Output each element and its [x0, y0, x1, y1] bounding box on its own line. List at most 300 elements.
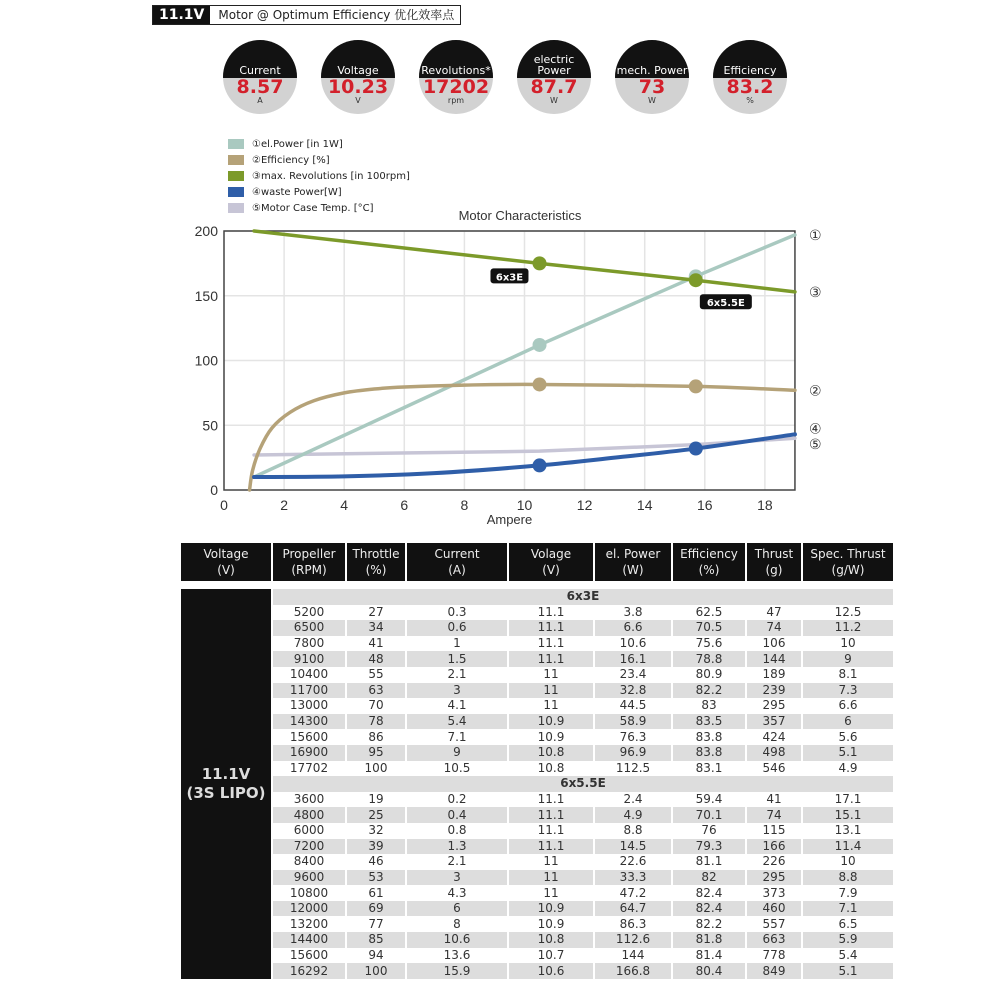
table-cell: 47.2 — [594, 885, 672, 901]
table-cell: 11 — [508, 885, 594, 901]
table-cell: 47 — [746, 605, 802, 621]
legend-item — [228, 168, 410, 184]
table-cell: 2.4 — [594, 792, 672, 808]
x-tick-label: 18 — [757, 497, 773, 513]
column-header — [346, 543, 406, 581]
table-cell: 15600 — [272, 948, 346, 964]
legend-label: ①el.Power [in 1W] — [252, 138, 343, 150]
table-cell: 1.5 — [406, 651, 508, 667]
table-cell: 22.6 — [594, 854, 672, 870]
series-line-2 — [250, 384, 795, 490]
table-cell: 0.4 — [406, 807, 508, 823]
column-header-unit: (%) — [365, 563, 387, 577]
table-cell: 76 — [672, 823, 746, 839]
column-header-unit: (RPM) — [291, 563, 327, 577]
table-cell: 4.1 — [406, 698, 508, 714]
table-cell: 11.1 — [508, 839, 594, 855]
table-cell: 357 — [746, 714, 802, 730]
stat-badge — [615, 40, 689, 114]
table-cell: 83 — [672, 698, 746, 714]
table-cell: 7.3 — [802, 683, 893, 699]
column-header-unit: (V) — [217, 563, 235, 577]
legend-swatch — [228, 139, 244, 149]
table-cell: 75.6 — [672, 636, 746, 652]
legend-label: ⑤Motor Case Temp. [°C] — [252, 202, 374, 214]
table-row — [181, 636, 893, 652]
table-cell: 10.5 — [406, 761, 508, 777]
table-cell: 81.1 — [672, 854, 746, 870]
x-tick-label: 14 — [636, 497, 653, 513]
table-cell: 82.2 — [672, 683, 746, 699]
table-cell: 5.4 — [406, 714, 508, 730]
table-cell: 94 — [346, 948, 406, 964]
table-cell: 10.7 — [508, 948, 594, 964]
badge-value: 10.23 — [327, 76, 389, 98]
table-cell: 13200 — [272, 916, 346, 932]
table-cell: 14300 — [272, 714, 346, 730]
table-cell: 11.2 — [802, 620, 893, 636]
column-header-unit: (g/W) — [831, 563, 865, 577]
table-cell: 83.1 — [672, 761, 746, 777]
column-header-unit: (A) — [448, 563, 466, 577]
table-cell: 15600 — [272, 729, 346, 745]
table-cell: 239 — [746, 683, 802, 699]
table-row — [181, 745, 893, 761]
table-cell: 2.1 — [406, 667, 508, 683]
legend-label: ④waste Power[W] — [252, 186, 342, 198]
table-row — [181, 963, 893, 979]
table-cell: 8.1 — [802, 667, 893, 683]
column-header-name: Spec. Thrust — [810, 547, 886, 561]
x-tick-label: 12 — [576, 497, 593, 513]
table-cell: 14400 — [272, 932, 346, 948]
stat-badge — [321, 40, 395, 114]
badge-label: Efficiency — [713, 40, 787, 78]
table-cell: 849 — [746, 963, 802, 979]
table-cell: 7800 — [272, 636, 346, 652]
table-cell: 5.1 — [802, 745, 893, 761]
column-header — [508, 543, 594, 581]
badge-unit: rpm — [447, 96, 465, 105]
x-tick-label: 0 — [220, 497, 228, 513]
data-point-marker — [533, 256, 547, 270]
table-cell: 4800 — [272, 807, 346, 823]
table-cell: 10.8 — [508, 761, 594, 777]
table-cell: 16292 — [272, 963, 346, 979]
propeller-group-label: 6x3E — [272, 589, 893, 605]
column-header-name: el. Power — [605, 547, 661, 561]
stat-badge — [713, 40, 787, 114]
table-cell: 546 — [746, 761, 802, 777]
table-cell: 9100 — [272, 651, 346, 667]
data-point-marker — [533, 338, 547, 352]
table-cell: 144 — [594, 948, 672, 964]
table-cell: 557 — [746, 916, 802, 932]
x-tick-label: 4 — [340, 497, 349, 513]
header-title: Motor @ Optimum Efficiency 优化效率点 — [210, 6, 460, 24]
table-row — [181, 620, 893, 636]
table-cell: 5.4 — [802, 948, 893, 964]
table-cell: 58.9 — [594, 714, 672, 730]
table-cell: 12.5 — [802, 605, 893, 621]
table-cell: 13000 — [272, 698, 346, 714]
table-row — [181, 698, 893, 714]
table-cell: 55 — [346, 667, 406, 683]
table-cell: 10.6 — [508, 963, 594, 979]
table-cell: 81.8 — [672, 932, 746, 948]
table-cell: 373 — [746, 885, 802, 901]
table-cell: 10 — [802, 854, 893, 870]
table-cell: 8 — [406, 916, 508, 932]
table-cell: 11.1 — [508, 636, 594, 652]
table-cell: 9600 — [272, 870, 346, 886]
page-header — [152, 5, 461, 25]
column-header-unit: (%) — [698, 563, 720, 577]
x-axis-label: Ampere — [486, 512, 533, 527]
table-cell: 17702 — [272, 761, 346, 777]
propeller-annotation — [700, 294, 752, 309]
y-tick-label: 50 — [202, 417, 218, 434]
y-tick-label: 200 — [194, 223, 218, 239]
table-cell: 32 — [346, 823, 406, 839]
table-cell: 6.6 — [594, 620, 672, 636]
table-cell: 44.5 — [594, 698, 672, 714]
table-cell: 96.9 — [594, 745, 672, 761]
table-cell: 80.4 — [672, 963, 746, 979]
table-cell: 6500 — [272, 620, 346, 636]
column-header-name: Throttle — [352, 547, 400, 561]
propeller-group-label: 6x5.5E — [272, 776, 893, 792]
table-row — [181, 729, 893, 745]
table-cell: 39 — [346, 839, 406, 855]
table-cell: 11.4 — [802, 839, 893, 855]
x-tick-label: 6 — [400, 497, 409, 513]
table-row — [181, 823, 893, 839]
table-cell: 0.6 — [406, 620, 508, 636]
x-tick-label: 16 — [697, 497, 713, 513]
table-cell: 100 — [346, 761, 406, 777]
badge-unit: % — [746, 96, 754, 105]
table-cell: 10.6 — [406, 932, 508, 948]
annotation-label: 6x5.5E — [706, 298, 745, 310]
table-cell: 7.1 — [406, 729, 508, 745]
table-cell: 19 — [346, 792, 406, 808]
table-cell: 11.1 — [508, 605, 594, 621]
table-cell: 7.9 — [802, 885, 893, 901]
table-cell: 5.9 — [802, 932, 893, 948]
table-row — [181, 948, 893, 964]
table-row — [181, 714, 893, 730]
table-cell: 10800 — [272, 885, 346, 901]
table-cell: 9 — [802, 651, 893, 667]
voltage-value: 11.1V — [201, 764, 251, 783]
table-cell: 5200 — [272, 605, 346, 621]
badge-label: Revolutions* — [419, 40, 493, 78]
table-cell: 74 — [746, 620, 802, 636]
table-cell: 0.8 — [406, 823, 508, 839]
table-row — [181, 901, 893, 917]
table-cell: 69 — [346, 901, 406, 917]
table-row — [181, 683, 893, 699]
table-cell: 10.9 — [508, 714, 594, 730]
table-cell: 64.7 — [594, 901, 672, 917]
column-header-name: Volage — [530, 547, 572, 561]
table-cell: 27 — [346, 605, 406, 621]
table-cell: 77 — [346, 916, 406, 932]
table-cell: 13.6 — [406, 948, 508, 964]
table-cell: 83.8 — [672, 745, 746, 761]
table-cell: 10.9 — [508, 729, 594, 745]
table-row — [181, 839, 893, 855]
table-cell: 78.8 — [672, 651, 746, 667]
table-cell: 6000 — [272, 823, 346, 839]
table-cell: 12000 — [272, 901, 346, 917]
table-row — [181, 651, 893, 667]
series-end-label: ④ — [808, 421, 822, 438]
table-cell: 4.3 — [406, 885, 508, 901]
table-cell: 11700 — [272, 683, 346, 699]
table-cell: 46 — [346, 854, 406, 870]
legend-item — [228, 184, 410, 200]
series-end-label: ③ — [808, 284, 822, 301]
data-point-marker — [689, 442, 703, 456]
table-cell: 70.5 — [672, 620, 746, 636]
table-cell: 11 — [508, 683, 594, 699]
table-cell: 11.1 — [508, 792, 594, 808]
table-row — [181, 885, 893, 901]
column-header-name: Current — [434, 547, 480, 561]
table-cell: 79.3 — [672, 839, 746, 855]
table-cell: 95 — [346, 745, 406, 761]
table-cell: 11.1 — [508, 620, 594, 636]
table-cell: 11.1 — [508, 823, 594, 839]
column-header-name: Propeller — [282, 547, 336, 561]
table-cell: 115 — [746, 823, 802, 839]
table-cell: 2.1 — [406, 854, 508, 870]
table-cell: 424 — [746, 729, 802, 745]
table-cell: 14.5 — [594, 839, 672, 855]
table-cell: 78 — [346, 714, 406, 730]
legend-label: ②Efficiency [%] — [252, 154, 330, 166]
stat-badge — [419, 40, 493, 114]
table-cell: 226 — [746, 854, 802, 870]
legend-label: ③max. Revolutions [in 100rpm] — [252, 170, 410, 182]
table-cell: 166.8 — [594, 963, 672, 979]
table-cell: 10.6 — [594, 636, 672, 652]
table-cell: 6 — [406, 901, 508, 917]
column-header — [594, 543, 672, 581]
propeller-annotation — [490, 268, 528, 283]
table-cell: 8.8 — [594, 823, 672, 839]
legend-swatch — [228, 171, 244, 181]
table-cell: 6 — [802, 714, 893, 730]
column-header-unit: (W) — [622, 563, 644, 577]
table-cell: 0.3 — [406, 605, 508, 621]
badge-value: 87.7 — [530, 76, 578, 98]
table-cell: 82.2 — [672, 916, 746, 932]
table-cell: 0.2 — [406, 792, 508, 808]
table-cell: 6.5 — [802, 916, 893, 932]
badge-unit: A — [257, 96, 263, 105]
stat-badge — [223, 40, 297, 114]
x-tick-label: 8 — [460, 497, 469, 513]
stat-badges — [220, 40, 800, 114]
table-cell: 295 — [746, 698, 802, 714]
table-cell: 112.5 — [594, 761, 672, 777]
table-cell: 83.5 — [672, 714, 746, 730]
data-point-marker — [533, 458, 547, 472]
badge-label: Voltage — [321, 40, 395, 78]
table-cell: 10.8 — [508, 932, 594, 948]
annotation-label: 6x3E — [495, 272, 524, 284]
table-row — [181, 761, 893, 777]
table-cell: 17.1 — [802, 792, 893, 808]
table-cell: 1.3 — [406, 839, 508, 855]
group-header-row — [181, 776, 893, 792]
table-cell: 112.6 — [594, 932, 672, 948]
table-cell: 3 — [406, 870, 508, 886]
badge-value: 83.2 — [726, 76, 774, 98]
battery-type: (3S LIPO) — [186, 783, 266, 802]
table-cell: 663 — [746, 932, 802, 948]
table-cell: 10400 — [272, 667, 346, 683]
table-cell: 63 — [346, 683, 406, 699]
column-header — [406, 543, 508, 581]
badge-label: mech. Power — [615, 40, 689, 78]
badge-label: electric Power — [517, 40, 591, 78]
series-end-label: ① — [808, 227, 822, 244]
table-cell: 82 — [672, 870, 746, 886]
table-cell: 81.4 — [672, 948, 746, 964]
table-cell: 460 — [746, 901, 802, 917]
table-cell: 10 — [802, 636, 893, 652]
table-cell: 11 — [508, 698, 594, 714]
x-tick-label: 2 — [280, 497, 288, 513]
column-header — [181, 543, 272, 581]
table-cell: 3600 — [272, 792, 346, 808]
performance-table — [180, 543, 893, 979]
table-cell: 62.5 — [672, 605, 746, 621]
badge-value: 8.57 — [236, 76, 284, 98]
table-cell: 61 — [346, 885, 406, 901]
table-row — [181, 667, 893, 683]
table-cell: 11.1 — [508, 807, 594, 823]
column-header — [272, 543, 346, 581]
stat-badge — [517, 40, 591, 114]
table-cell: 53 — [346, 870, 406, 886]
column-header-unit: (g) — [765, 563, 783, 577]
legend-swatch — [228, 187, 244, 197]
table-cell: 32.8 — [594, 683, 672, 699]
table-cell: 82.4 — [672, 901, 746, 917]
table-cell: 83.8 — [672, 729, 746, 745]
table-cell: 70 — [346, 698, 406, 714]
table-cell: 498 — [746, 745, 802, 761]
column-header-unit: (V) — [542, 563, 560, 577]
table-cell: 11.1 — [508, 651, 594, 667]
table-cell: 16.1 — [594, 651, 672, 667]
table-row — [181, 605, 893, 621]
column-header-name: Thrust — [754, 547, 794, 561]
table-cell: 16900 — [272, 745, 346, 761]
table-cell: 7200 — [272, 839, 346, 855]
table-cell: 778 — [746, 948, 802, 964]
table-cell: 8400 — [272, 854, 346, 870]
badge-value: 17202 — [422, 76, 490, 98]
table-cell: 48 — [346, 651, 406, 667]
data-point-marker — [689, 379, 703, 393]
data-point-marker — [533, 377, 547, 391]
table-cell: 9 — [406, 745, 508, 761]
table-cell: 5.6 — [802, 729, 893, 745]
table-row — [181, 932, 893, 948]
table-cell: 166 — [746, 839, 802, 855]
table-cell: 100 — [346, 963, 406, 979]
table-cell: 70.1 — [672, 807, 746, 823]
column-header — [672, 543, 746, 581]
table-cell: 106 — [746, 636, 802, 652]
table-cell: 7.1 — [802, 901, 893, 917]
table-cell: 1 — [406, 636, 508, 652]
column-header — [746, 543, 802, 581]
column-header-name: Efficiency — [680, 547, 738, 561]
table-row — [181, 870, 893, 886]
table-cell: 74 — [746, 807, 802, 823]
table-cell: 41 — [346, 636, 406, 652]
table-header-row — [181, 543, 893, 581]
table-row — [181, 792, 893, 808]
badge-value: 73 — [638, 76, 666, 98]
table-cell: 11 — [508, 870, 594, 886]
table-cell: 15.9 — [406, 963, 508, 979]
y-tick-label: 0 — [210, 482, 218, 498]
table-cell: 59.4 — [672, 792, 746, 808]
table-cell: 34 — [346, 620, 406, 636]
table-cell: 11 — [508, 854, 594, 870]
chart-title: Motor Characteristics — [458, 208, 582, 223]
motor-characteristics-chart — [0, 200, 1000, 540]
table-cell: 13.1 — [802, 823, 893, 839]
table-cell: 10.9 — [508, 916, 594, 932]
badge-unit: W — [648, 96, 656, 105]
table-cell: 25 — [346, 807, 406, 823]
header-voltage: 11.1V — [153, 6, 210, 24]
table-cell: 76.3 — [594, 729, 672, 745]
table-cell: 41 — [746, 792, 802, 808]
table-cell: 80.9 — [672, 667, 746, 683]
table-cell: 10.9 — [508, 901, 594, 917]
table-cell: 189 — [746, 667, 802, 683]
table-cell: 6.6 — [802, 698, 893, 714]
table-cell: 15.1 — [802, 807, 893, 823]
table-cell: 82.4 — [672, 885, 746, 901]
badge-unit: W — [550, 96, 558, 105]
table-cell: 295 — [746, 870, 802, 886]
table-cell: 8.8 — [802, 870, 893, 886]
voltage-cell — [181, 589, 272, 979]
table-spacer — [181, 581, 893, 589]
column-header-name: Voltage — [203, 547, 249, 561]
table-cell: 23.4 — [594, 667, 672, 683]
x-tick-label: 10 — [516, 497, 533, 513]
table-cell: 11 — [508, 667, 594, 683]
table-row — [181, 854, 893, 870]
table-row — [181, 807, 893, 823]
series-end-label: ② — [808, 383, 822, 400]
table-row — [181, 916, 893, 932]
column-header — [802, 543, 893, 581]
data-point-marker — [689, 273, 703, 287]
